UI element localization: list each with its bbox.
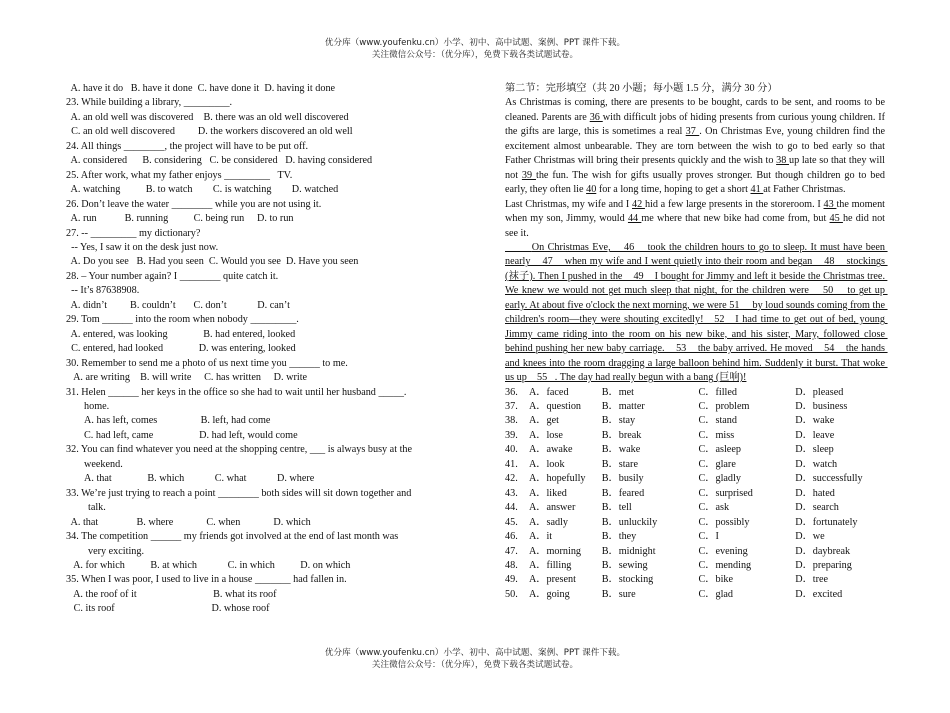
option-a: A．awake bbox=[528, 444, 573, 456]
passage-text: the fun. The wish for gifts usually proves stronger. But though children go to bed early, they often lie bbox=[505, 169, 885, 196]
right-column bbox=[505, 82, 888, 602]
blank: 43 bbox=[823, 198, 837, 210]
blank: 42 bbox=[632, 198, 645, 210]
option-a: A．liked bbox=[528, 487, 567, 499]
option-b: B．feared bbox=[601, 487, 645, 499]
blank: 38 bbox=[776, 155, 789, 167]
question-line: C. entered, had looked D. was entering, looked bbox=[66, 343, 296, 355]
question-number: 50. bbox=[505, 588, 518, 600]
question-line: A. watching B. to watch C. is watching D. watched bbox=[66, 184, 339, 196]
footer-line-1: 优分库（www.youfenku.cn）小学、初中、高中试题、案例、PPT 课件下载。 bbox=[324, 648, 626, 658]
question-line: 34. The competition ______ my friends got involved at the end of last month was bbox=[66, 531, 399, 543]
question-number: 49. bbox=[505, 574, 518, 586]
footer-line-2: 关注微信公众号：（优分库），免费下载各类试题试卷。 bbox=[371, 660, 579, 670]
option-a: A．faced bbox=[528, 386, 569, 398]
question-line: 31. Helen ______ her keys in the office so she had to wait until her husband _____. bbox=[66, 386, 407, 398]
option-row bbox=[505, 501, 885, 515]
question-line: home. bbox=[84, 400, 110, 412]
option-c: C．glad bbox=[698, 588, 734, 600]
question-line: A. didn’t B. couldn’t C. don’t D. can’t bbox=[66, 299, 290, 311]
option-a: A．hopefully bbox=[528, 473, 586, 485]
option-row bbox=[505, 443, 885, 457]
question-number: 40. bbox=[505, 444, 518, 456]
question-line: A. Do you see B. Had you seen C. Would you see D. Have you seen bbox=[66, 256, 359, 268]
option-a: A．morning bbox=[528, 545, 582, 557]
question-number: 42. bbox=[505, 473, 518, 485]
question-number: 46. bbox=[505, 531, 518, 543]
option-a: A．answer bbox=[528, 502, 576, 514]
option-a: A．look bbox=[528, 458, 565, 470]
passage-text: the moment when my son, Jimmy, would bbox=[505, 198, 886, 225]
question-line: A. run B. running C. being run D. to run bbox=[66, 213, 294, 225]
option-b: B．matter bbox=[601, 400, 645, 412]
question-line: C. its roof D. whose roof bbox=[66, 603, 270, 615]
blank: 37 bbox=[685, 126, 700, 138]
option-row bbox=[505, 530, 885, 544]
option-d: D．leave bbox=[795, 429, 835, 441]
question-line: C. had left, came D. had left, would come bbox=[84, 429, 298, 441]
option-c: C．ask bbox=[698, 502, 730, 514]
option-d: D．fortunately bbox=[795, 516, 858, 528]
left-column bbox=[66, 82, 446, 617]
option-a: A．sadly bbox=[528, 516, 568, 528]
question-line: weekend. bbox=[84, 458, 123, 470]
question-line: 26. Don’t leave the water ________ while you are not using it. bbox=[66, 198, 322, 210]
passage-text: Last Christmas, my wife and I bbox=[505, 198, 633, 210]
question-number: 41. bbox=[505, 458, 518, 470]
question-line: very exciting. bbox=[88, 545, 145, 557]
option-b: B．sewing bbox=[601, 559, 648, 571]
option-d: D．wake bbox=[795, 415, 835, 427]
section-title: 第二节：完形填空（共 20 小题；每小题 1.5 分，满分 30 分） bbox=[505, 83, 778, 94]
question-line: -- Yes, I saw it on the desk just now. bbox=[66, 241, 219, 253]
question-line: A. considered B. considering C. be considered D. having considered bbox=[66, 155, 373, 167]
passage-text: at Father Christmas. bbox=[763, 184, 846, 196]
option-a: A．question bbox=[528, 400, 582, 412]
option-c: C．bike bbox=[698, 574, 734, 586]
option-c: C．asleep bbox=[698, 444, 741, 456]
option-b: B．sure bbox=[601, 588, 636, 600]
option-a: A．going bbox=[528, 588, 570, 600]
option-c: C．evening bbox=[698, 545, 748, 557]
option-c: C．miss bbox=[698, 429, 735, 441]
question-line: 28. – Your number again? I ________ quite catch it. bbox=[66, 270, 279, 282]
option-b: B．stare bbox=[601, 458, 638, 470]
option-d: D．watch bbox=[795, 458, 838, 470]
question-number: 48. bbox=[505, 559, 518, 571]
question-line: 24. All things ________, the project will have to be put off. bbox=[66, 140, 309, 152]
option-c: C．surprised bbox=[698, 487, 753, 499]
question-line: A. for which B. at which C. in which D. on which bbox=[66, 559, 351, 571]
option-d: D．we bbox=[795, 531, 825, 543]
cloze-paragraph-3: On Christmas Eve, 46 took the children hours to go to sleep. It must have been nearly 47 when my wife and I went quietly into their room and began 48 stockings (袜子). Then I pushed in the 49 I bought for Jimmy and left it beside the Christmas tree. We knew we would not get much sleep that night, for the children were 50 to get up early. At about five o'clock the next morning, we were 51 by loud sounds coming from the children's room—they were shouting excitedly! 52 I had time to get out of bed, young Jimmy came riding into the room on his new bike, and his sister, Mary, followed close behind pushing her new baby carriage. 53 the baby arrived. He moved 54 the hands and knees into the room dragging a large balloon behind him. Suddenly it burst. That woke us up 55 . The day had really begun with a bang (巨响)! bbox=[505, 241, 888, 384]
option-b: B．stay bbox=[601, 415, 636, 427]
question-number: 45. bbox=[505, 516, 518, 528]
option-d: D．excited bbox=[795, 588, 843, 600]
option-row bbox=[505, 559, 885, 573]
passage-text: . On Christmas Eve, young children find the excitement almost unbearable. They are torn between the wish to go to bed early so that Father Christmas will bring their presents quickly and the wish to bbox=[505, 126, 885, 167]
option-a: A．get bbox=[528, 415, 559, 427]
blank: 44 bbox=[627, 213, 642, 225]
question-line: A. that B. which C. what D. where bbox=[84, 473, 315, 485]
question-number: 44. bbox=[505, 502, 518, 514]
option-a: A．present bbox=[528, 574, 576, 586]
option-c: C．I bbox=[698, 531, 719, 543]
passage-text: hid a few large presents in the storeroom. I bbox=[644, 198, 824, 210]
option-b: B．stocking bbox=[601, 574, 654, 586]
passage-text: for a long time, hoping to get a short bbox=[596, 184, 751, 196]
option-row bbox=[505, 400, 885, 414]
header-line-1: 优分库（www.youfenku.cn）小学、初中、高中试题、案例、PPT 课件下载。 bbox=[324, 38, 626, 48]
question-line: 32. You can find whatever you need at the shopping centre, ___ is always busy at the bbox=[66, 444, 413, 456]
question-number: 43. bbox=[505, 487, 518, 499]
option-c: C．mending bbox=[698, 559, 752, 571]
question-line: -- It’s 87638908. bbox=[66, 285, 140, 297]
option-row bbox=[505, 545, 885, 559]
option-b: B．unluckily bbox=[601, 516, 658, 528]
question-line: A. are writing B. will write C. has written D. write bbox=[66, 372, 308, 384]
option-row bbox=[505, 472, 885, 486]
question-line: 33. We’re just trying to reach a point ________ both sides will sit down together and bbox=[66, 487, 412, 499]
option-c: C．glare bbox=[698, 458, 736, 470]
option-b: B．busily bbox=[601, 473, 644, 485]
passage-text: with difficult jobs of hiding presents from curious young children. If the gifts are large, this is sometimes a real bbox=[505, 111, 886, 138]
passage-text: me where that new bike had come from, but bbox=[641, 213, 830, 225]
passage-text: up late so that they will not bbox=[505, 155, 885, 181]
option-d: D．daybreak bbox=[795, 545, 851, 557]
question-line: 27. -- _________ my dictionary? bbox=[66, 227, 201, 239]
cloze-paragraph-2 bbox=[505, 198, 885, 241]
options-table bbox=[505, 386, 885, 603]
question-line: A. has left, comes B. left, had come bbox=[84, 415, 271, 427]
question-number: 37. bbox=[505, 400, 518, 412]
option-row bbox=[505, 458, 885, 472]
question-line: 25. After work, what my father enjoys _________ TV. bbox=[66, 169, 293, 181]
option-a: A．it bbox=[528, 531, 553, 543]
option-d: D．pleased bbox=[795, 386, 844, 398]
option-a: A．lose bbox=[528, 429, 563, 441]
question-line: C. an old well discovered D. the workers discovered an old well bbox=[66, 126, 353, 138]
question-number: 47. bbox=[505, 545, 518, 557]
question-number: 39. bbox=[505, 429, 518, 441]
option-row bbox=[505, 588, 885, 602]
option-d: D．preparing bbox=[795, 559, 852, 571]
option-d: D．search bbox=[795, 502, 839, 514]
question-line: A. the roof of it B. what its roof bbox=[66, 588, 277, 600]
header-line-2: 关注微信公众号：（优分库），免费下载各类试题试卷。 bbox=[371, 50, 579, 60]
question-line: A. an old well was discovered B. there was an old well discovered bbox=[66, 111, 349, 123]
blank: 41 bbox=[750, 184, 764, 196]
question-line: 30. Remember to send me a photo of us next time you ______ to me. bbox=[66, 357, 348, 369]
cloze-paragraph-1 bbox=[505, 96, 885, 197]
option-row bbox=[505, 516, 885, 530]
question-number: 38. bbox=[505, 415, 518, 427]
question-line: 23. While building a library, _________. bbox=[66, 97, 233, 109]
option-d: D．hated bbox=[795, 487, 835, 499]
option-d: D．sleep bbox=[795, 444, 834, 456]
option-b: B．wake bbox=[601, 444, 641, 456]
option-c: C．stand bbox=[698, 415, 737, 427]
question-line: A. that B. where C. when D. which bbox=[66, 516, 311, 528]
option-row bbox=[505, 386, 885, 400]
option-row bbox=[505, 487, 885, 501]
option-row bbox=[505, 573, 885, 587]
option-b: B．they bbox=[601, 531, 637, 543]
option-b: B．break bbox=[601, 429, 642, 441]
question-line: talk. bbox=[88, 502, 106, 514]
option-c: C．possibly bbox=[698, 516, 750, 528]
option-c: C．problem bbox=[698, 400, 750, 412]
page-header bbox=[0, 37, 950, 61]
question-line: A. entered, was looking B. had entered, looked bbox=[66, 328, 296, 340]
option-a: A．filling bbox=[528, 559, 572, 571]
question-line: 29. Tom ______ into the room when nobody _________. bbox=[66, 314, 299, 326]
question-line: A. have it do B. have it done C. have done it D. having it done bbox=[66, 83, 336, 94]
option-d: D．tree bbox=[795, 574, 829, 586]
option-b: B．tell bbox=[601, 502, 632, 514]
option-row bbox=[505, 414, 885, 428]
option-c: C．gladly bbox=[698, 473, 741, 485]
question-line: 35. When I was poor, I used to live in a house _______ had fallen in. bbox=[66, 574, 347, 586]
question-number: 36. bbox=[505, 386, 518, 398]
blank: 39 bbox=[521, 169, 536, 181]
option-b: B．met bbox=[601, 386, 635, 398]
passage-text: he did not see it. bbox=[505, 213, 886, 239]
page-footer bbox=[0, 647, 950, 671]
option-b: B．midnight bbox=[601, 545, 656, 557]
passage-text: As Christmas is coming, there are presents to be bought, cards to be sent, and rooms to be cleaned. Parents are bbox=[505, 97, 885, 123]
option-c: C．filled bbox=[698, 386, 737, 398]
blank: 36 bbox=[589, 111, 603, 123]
blank: 40 bbox=[586, 184, 597, 196]
option-d: D．successfully bbox=[795, 473, 863, 485]
option-row bbox=[505, 429, 885, 443]
option-d: D．business bbox=[795, 400, 848, 412]
blank: 45 bbox=[829, 213, 843, 225]
